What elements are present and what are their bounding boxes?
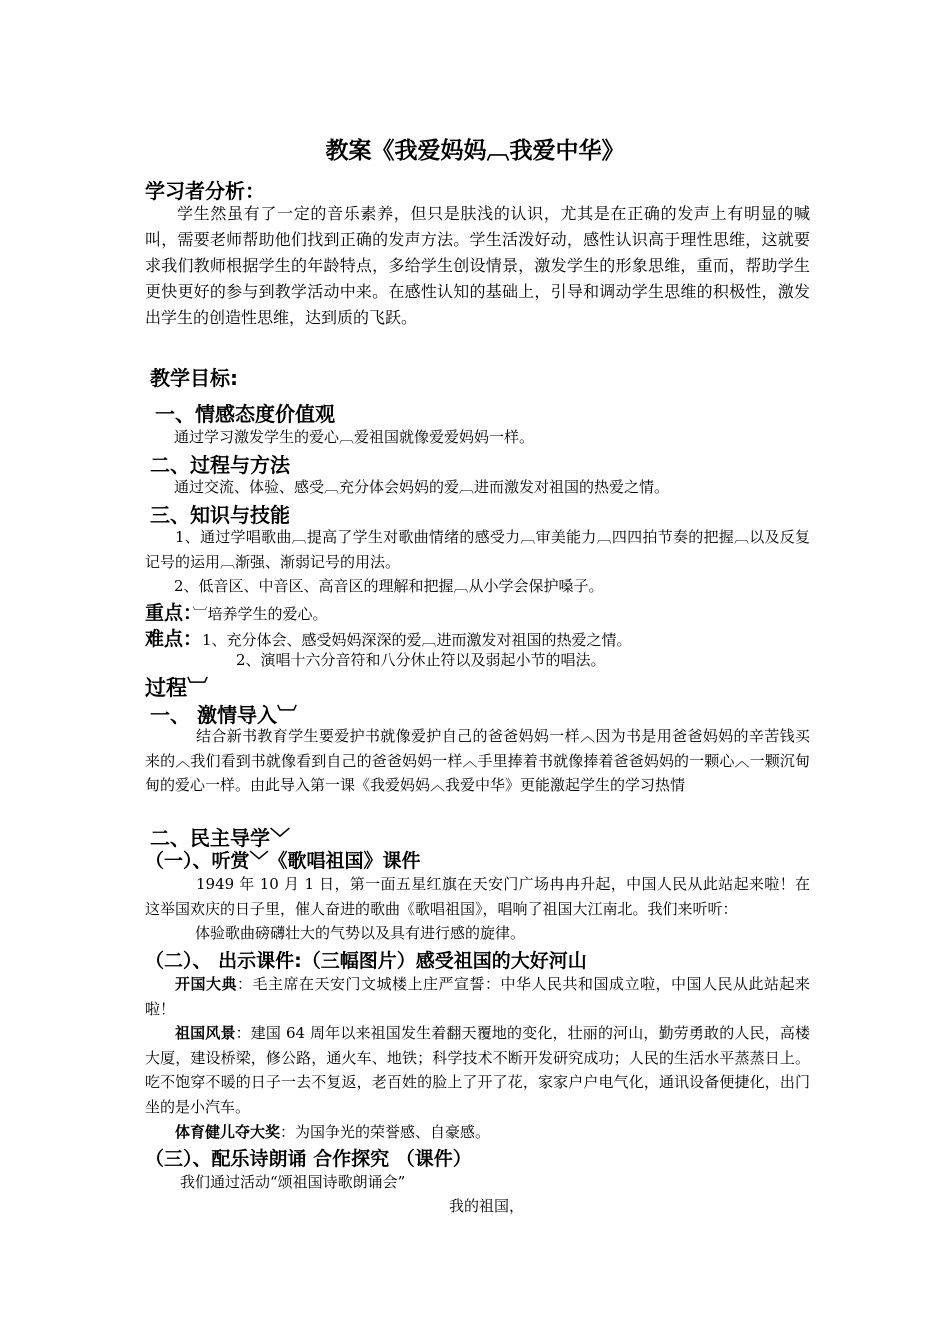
tiyu-paragraph bbox=[145, 1120, 810, 1145]
objective-1-title: 一、情感态度价值观 bbox=[155, 402, 335, 426]
process-step-2-title: 二、民主导学﹀ bbox=[150, 826, 290, 850]
sub-1-text: 1949 年 10 月 1 日，第一面五星红旗在天安门广场冉冉升起，中国人民从此站起来啦！在这举国欢庆的日子里，催人奋进的歌曲《歌唱祖国》，唱响了祖国大江南北。我们来听听： bbox=[145, 875, 810, 918]
tiyu-text: ：为国争光的荣誉感、自豪感。 bbox=[280, 1123, 491, 1141]
sub-2-title: （二）、 出示课件:（三幅图片）感受祖国的大好河山 bbox=[145, 950, 587, 972]
fengjing-paragraph bbox=[145, 1021, 810, 1119]
sub-1-title: （一）、听赏﹀《歌唱祖国》课件 bbox=[145, 850, 421, 872]
fengjing-label: 祖国风景 bbox=[175, 1024, 236, 1042]
fengjing-line bbox=[145, 1021, 810, 1119]
learner-heading: 学习者分析： bbox=[145, 179, 265, 203]
objective-3-item-1 bbox=[145, 525, 810, 574]
objective-3-item-1-text: 1、通过学唱歌曲︹提高了学生对歌曲情绪的感受力︹审美能力︹四四拍节奏的把握︹以及反复记号的运用︹渐强、渐弱记号的用法。 bbox=[145, 528, 810, 571]
sub-3-text: 我们通过活动“颂祖国诗歌朗诵会” bbox=[180, 1173, 406, 1191]
sub-1-text-2: 体验歌曲磅礴壮大的气势以及具有进行感的旋律。 bbox=[195, 924, 526, 942]
difficulty-item-1: 1、充分体会、感受妈妈深深的爱︹进而激发对祖国的热爱之情。 bbox=[202, 631, 632, 649]
difficulty-point bbox=[145, 624, 632, 651]
objective-3-item-2: 2、低音区、中音区、高音区的理解和把握︹从小学会保护嗓子。 bbox=[174, 577, 604, 595]
key-point bbox=[145, 598, 328, 625]
difficulty-item-2: 2、演唱十六分音符和八分休止符以及弱起小节的唱法。 bbox=[236, 651, 606, 669]
process-step-1-title: 一、 激情导入︺ bbox=[150, 703, 297, 727]
document-title: 教案《我爱妈妈︹我爱中华》 bbox=[325, 138, 625, 164]
fengjing-text: ：建国 64 周年以来祖国发生着翻天覆地的变化，壮丽的河山，勤劳勇敢的人民，高楼大厦，建设桥梁，修公路，通火车、地铁；科学技术不断开发研究成功；人民的生活水平蒸蒸日上。吃不饱穿不暖的日子一去不复返，老百姓的脸上了开了花，家家户户电气化，通讯设备便捷化，出门坐的是小汽车。 bbox=[145, 1024, 810, 1116]
process-step-1-text: 结合新书教育学生要爱护书就像爱护自己的爸爸妈妈一样︿因为书是用爸爸妈妈的辛苦钱买来的︿我们看到书就像看到自己的爸爸妈妈一样︿手里捧着书就像捧着爸爸妈妈的一颗心︿一颗沉甸甸的爱心一样。由此导入第一课《我爱妈妈︿我爱中华》更能激起学生的学习热情 bbox=[145, 727, 810, 794]
process-step-1-paragraph bbox=[145, 724, 810, 798]
objective-2-title: 二、过程与方法 bbox=[150, 453, 290, 477]
objectives-heading: 教学目标: bbox=[150, 366, 238, 390]
tiyu-label: 体育健儿夺大奖 bbox=[175, 1123, 281, 1141]
poem-line-1: 我的祖国， bbox=[449, 1197, 525, 1215]
objective-1-text: 通过学习激发学生的爱心︹爱祖国就像爱爱妈妈一样。 bbox=[174, 428, 535, 446]
tiyu-line bbox=[145, 1120, 810, 1145]
learner-paragraph bbox=[145, 201, 810, 331]
process-heading: 过程︺ bbox=[145, 676, 208, 700]
kaiguo-label: 开国大典 bbox=[175, 975, 237, 993]
key-label: 重点： bbox=[145, 602, 193, 624]
objective-3-title: 三、知识与技能 bbox=[150, 503, 290, 527]
difficulty-label: 难点： bbox=[145, 628, 203, 650]
objective-2-text: 通过交流、体验、感受︹充分体会妈妈的爱︹进而激发对祖国的热爱之情。 bbox=[174, 478, 670, 496]
kaiguo-paragraph bbox=[145, 972, 810, 1021]
kaiguo-line bbox=[145, 972, 810, 1021]
sub-1-paragraph bbox=[145, 872, 810, 921]
sub-3-title: （三）、配乐诗朗诵 合作探究 （课件） bbox=[145, 1148, 472, 1170]
kaiguo-text: ：毛主席在天安门文城楼上庄严宣誓：中华人民共和国成立啦，中国人民从此站起来啦！ bbox=[145, 975, 810, 1018]
learner-text: 学生然虽有了一定的音乐素养，但只是肤浅的认识，尤其是在正确的发声上有明显的喊叫，需要老师帮助他们找到正确的发声方法。学生活泼好动，感性认识高于理性思维，这就要求我们教师根据学生的年龄特点，多给学生创设情景，激发学生的形象思维，重而，帮助学生更快更好的参与到教学活动中来。在感性认知的基础上，引导和调动学生思维的积极性，激发出学生的创造性思维，达到质的飞跃。 bbox=[145, 204, 810, 327]
key-text: ︺培养学生的爱心。 bbox=[192, 605, 328, 623]
